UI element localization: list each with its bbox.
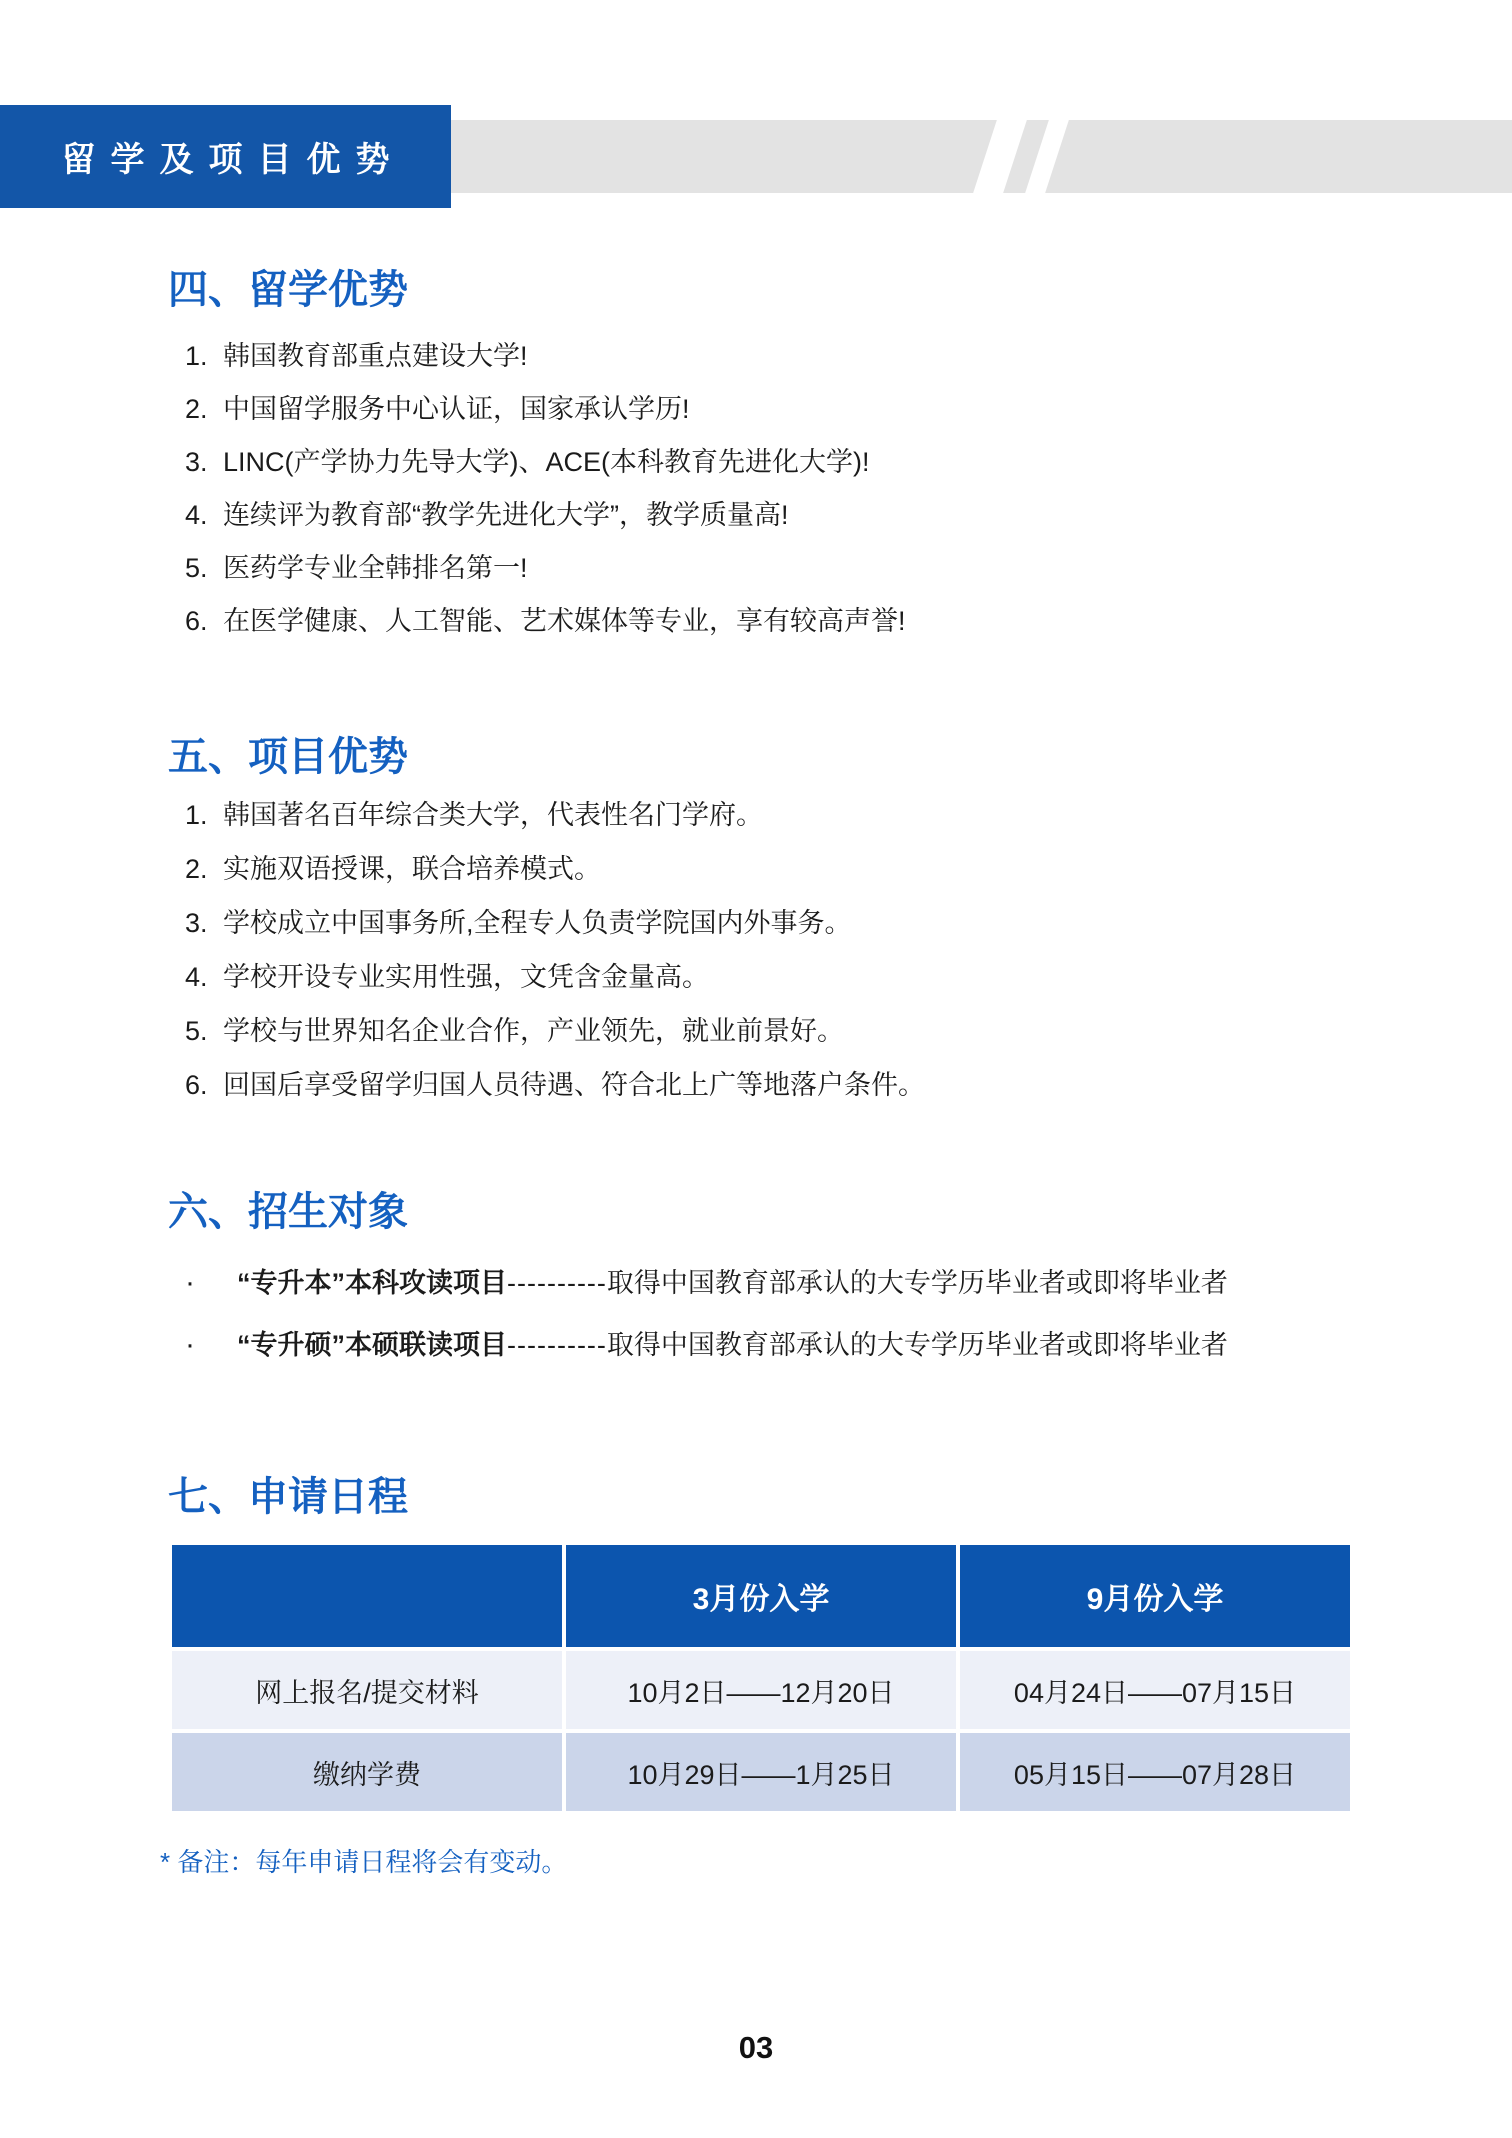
list-item-number: 1. <box>185 341 208 371</box>
bullet-item-dashes: ---------- <box>507 1268 607 1298</box>
list-item-text: 中国留学服务中心认证，国家承认学历! <box>223 394 690 424</box>
bullet-item-text: 取得中国教育部承认的大专学历毕业者或即将毕业者 <box>606 1268 1228 1298</box>
section-title-program-advantages: 五、项目优势 <box>168 735 408 779</box>
list-item <box>0 436 1512 489</box>
list-item-text: 回国后享受留学归国人员待遇、符合北上广等地落户条件。 <box>223 1070 925 1100</box>
list-item <box>0 542 1512 595</box>
list-item-number: 3. <box>185 447 208 477</box>
list-item <box>0 842 1512 896</box>
list-item-text: 学校开设专业实用性强，文凭含金量高。 <box>223 962 709 992</box>
bullet-item-text: 取得中国教育部承认的大专学历毕业者或即将毕业者 <box>606 1330 1228 1360</box>
list-item <box>0 383 1512 436</box>
bullet-dot-icon: · <box>185 1328 195 1361</box>
table-header-september-intake: 9月份入学 <box>960 1545 1350 1647</box>
section-title-application-schedule: 七、申请日程 <box>168 1475 408 1519</box>
table-cell-date-range: 05月15日——07月28日 <box>960 1733 1350 1811</box>
table-cell-date-range: 10月2日——12月20日 <box>566 1651 956 1729</box>
application-schedule-table <box>172 1545 1360 1811</box>
table-cell-row-label: 网上报名/提交材料 <box>172 1651 562 1729</box>
banner-gray-band <box>451 120 1512 193</box>
table-cell-row-label: 缴纳学费 <box>172 1733 562 1811</box>
bullet-item-program-name: “专升本”本科攻读项目 <box>237 1268 507 1298</box>
list-item-number: 1. <box>185 800 208 830</box>
table-header-empty <box>172 1545 562 1647</box>
list-item <box>0 489 1512 542</box>
list-item-text: 韩国著名百年综合类大学，代表性名门学府。 <box>223 800 763 830</box>
list-item <box>0 330 1512 383</box>
admission-targets-list <box>0 1252 1512 1376</box>
page-number: 03 <box>738 2030 774 2065</box>
table-cell-date-range: 10月29日——1月25日 <box>566 1733 956 1811</box>
list-item-number: 4. <box>185 500 208 530</box>
bullet-item <box>0 1314 1512 1376</box>
program-advantages-list <box>0 788 1512 1112</box>
list-item <box>0 896 1512 950</box>
bullet-item-program-name: “专升硕”本硕联读项目 <box>237 1330 507 1360</box>
list-item-number: 6. <box>185 1070 208 1100</box>
table-header-march-intake: 3月份入学 <box>566 1545 956 1647</box>
list-item-number: 2. <box>185 854 208 884</box>
list-item-text: 连续评为教育部“教学先进化大学”，教学质量高! <box>223 500 789 530</box>
bullet-item <box>0 1252 1512 1314</box>
list-item-text: 学校与世界知名企业合作，产业领先，就业前景好。 <box>223 1016 844 1046</box>
list-item <box>0 950 1512 1004</box>
slash-decoration-icon <box>973 120 1027 193</box>
table-cell-date-range: 04月24日——07月15日 <box>960 1651 1350 1729</box>
list-item <box>0 1058 1512 1112</box>
list-item-text: 韩国教育部重点建设大学! <box>223 341 528 371</box>
list-item-number: 3. <box>185 908 208 938</box>
page-banner <box>0 105 451 208</box>
list-item-text: LINC(产学协力先导大学)、ACE(本科教育先进化大学)! <box>223 447 870 477</box>
bullet-dot-icon: · <box>185 1266 195 1299</box>
list-item-number: 5. <box>185 553 208 583</box>
list-item-text: 学校成立中国事务所,全程专人负责学院国内外事务。 <box>223 908 852 938</box>
list-item-text: 实施双语授课，联合培养模式。 <box>223 854 601 884</box>
list-item-number: 4. <box>185 962 208 992</box>
list-item-number: 5. <box>185 1016 208 1046</box>
list-item <box>0 788 1512 842</box>
list-item-number: 6. <box>185 606 208 636</box>
bullet-item-dashes: ---------- <box>507 1330 607 1360</box>
study-advantages-list <box>0 330 1512 648</box>
section-title-admission-targets: 六、招生对象 <box>168 1190 408 1234</box>
list-item-text: 医药学专业全韩排名第一! <box>223 553 528 583</box>
slash-decoration-icon <box>1025 120 1069 193</box>
banner-title: 留学及项目优势 <box>61 141 405 179</box>
schedule-note: * 备注：每年申请日程将会有变动。 <box>160 1847 568 1877</box>
list-item-text: 在医学健康、人工智能、艺术媒体等专业，享有较高声誉! <box>223 606 906 636</box>
list-item-number: 2. <box>185 394 208 424</box>
list-item <box>0 1004 1512 1058</box>
section-title-study-advantages: 四、留学优势 <box>168 268 408 312</box>
list-item <box>0 595 1512 648</box>
